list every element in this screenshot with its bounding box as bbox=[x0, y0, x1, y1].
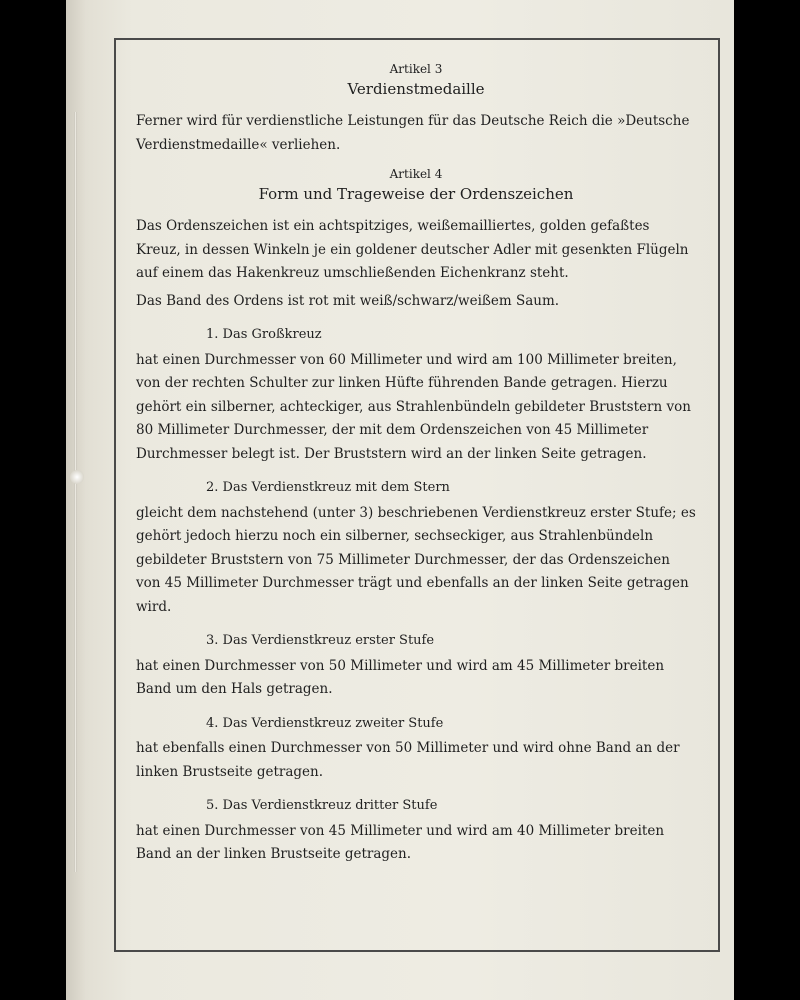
article-4-title: Form und Trageweise der Ordenszeichen bbox=[258, 185, 574, 203]
binding-cord bbox=[74, 112, 77, 872]
item-4-text: hat ebenfalls einen Durchmesser von 50 Millimeter und wird ohne Band an der linken Brustseite getragen. bbox=[136, 740, 680, 780]
article-4-intro-1: Das Ordenszeichen ist ein achtspitziges, weißemailliertes, golden gefaßtes Kreuz, in dessen Winkeln je ein goldener deutscher Adler mit gesenkten Flügeln auf einem das Hakenkreuz umschließenden Eichenkranz steht. bbox=[136, 218, 689, 281]
binding-stitch bbox=[70, 470, 84, 484]
article-4-intro-2: Das Band des Ordens ist rot mit weiß/schwarz/weißem Saum. bbox=[136, 292, 560, 309]
article-3-label: Artikel 3 bbox=[389, 62, 443, 76]
item-3-heading: 3. Das Verdienstkreuz erster Stufe bbox=[206, 633, 435, 648]
article-3-text: Ferner wird für verdienstliche Leistungen für das Deutsche Reich die »Deutsche Verdienstmedaille« verliehen. bbox=[136, 113, 690, 153]
article-3-title: Verdienstmedaille bbox=[347, 80, 485, 98]
item-3-text: hat einen Durchmesser von 50 Millimeter und wird am 45 Millimeter breiten Band um den Hals getragen. bbox=[136, 657, 665, 697]
item-5-heading: 5. Das Verdienstkreuz dritter Stufe bbox=[206, 798, 438, 813]
item-2-heading: 2. Das Verdienstkreuz mit dem Stern bbox=[206, 480, 450, 495]
article-4-label: Artikel 4 bbox=[389, 167, 443, 181]
item-1-text: hat einen Durchmesser von 60 Millimeter und wird am 100 Millimeter breiten, von der rechten Schulter zur linken Hüfte führenden Bande getragen. Hierzu gehört ein silberner, achteckiger, aus Strahlenbündeln gebildeter Bruststern von 80 Millimeter Durchmesser, der mit dem Ordenszeichen von 45 Millimeter Durchmesser belegt ist. Der Bruststern wird an der linken Seite getragen. bbox=[136, 351, 691, 462]
item-2-text: gleicht dem nachstehend (unter 3) beschriebenen Verdienstkreuz erster Stufe; es gehört jedoch hierzu noch ein silberner, sechseckiger, aus Strahlenbündeln gebildeter Bruststern von 75 Millimeter Durchmesser, der das Ordenszeichen von 45 Millimeter Durchmesser trägt und ebenfalls an der linken Seite getragen wird. bbox=[136, 504, 696, 615]
item-1-heading: 1. Das Großkreuz bbox=[206, 327, 322, 342]
page-photo bbox=[66, 0, 734, 1000]
item-4-heading: 4. Das Verdienstkreuz zweiter Stufe bbox=[206, 715, 444, 731]
item-5-text: hat einen Durchmesser von 45 Millimeter und wird am 40 Millimeter breiten Band an der linken Brustseite getragen. bbox=[136, 822, 665, 862]
document-body bbox=[136, 60, 696, 871]
